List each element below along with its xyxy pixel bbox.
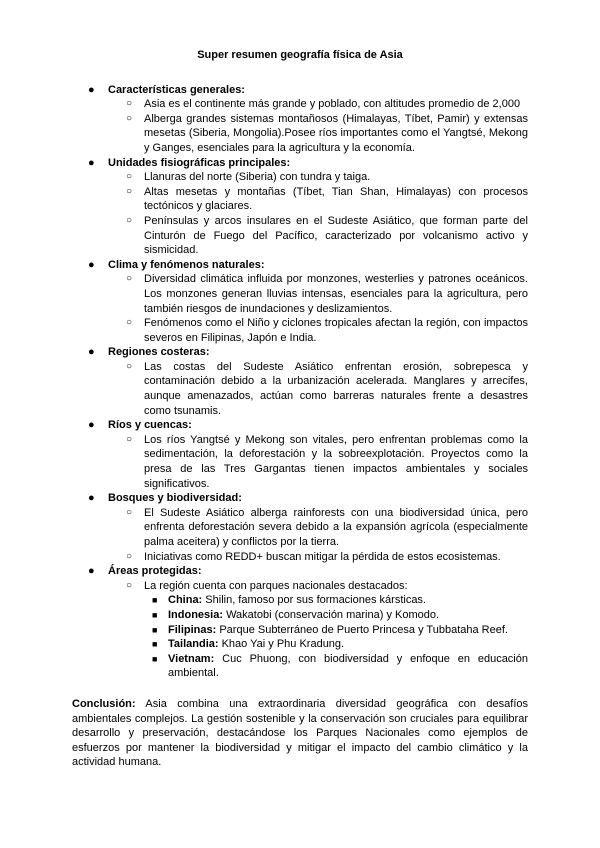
bullet-icon: ● bbox=[88, 346, 95, 359]
list-item bbox=[72, 214, 528, 258]
conclusion-label: Conclusión: bbox=[72, 697, 136, 710]
section-clima bbox=[72, 258, 528, 346]
circle-bullet-icon: ○ bbox=[126, 273, 133, 285]
circle-bullet-icon: ○ bbox=[126, 185, 133, 197]
circle-bullet-icon: ○ bbox=[126, 579, 133, 591]
bullet-icon: ● bbox=[88, 156, 95, 169]
bullet-icon: ● bbox=[88, 419, 95, 432]
section-heading: Bosques y biodiversidad: bbox=[108, 492, 242, 505]
circle-bullet-icon: ○ bbox=[126, 112, 133, 124]
section-heading: Características generales: bbox=[108, 83, 245, 96]
park-item bbox=[72, 623, 528, 638]
section-regiones-costeras bbox=[72, 345, 528, 418]
bullet-icon: ● bbox=[88, 83, 95, 96]
park-country: China: bbox=[168, 594, 203, 607]
park-desc: Shilin, famoso por sus formaciones kársticas. bbox=[202, 594, 426, 607]
item-text: Los ríos Yangtsé y Mekong son vitales, pero enfrentan problemas como la sedimentación, la deforestación y la sobreexplotación. Proyectos como la presa de las Tres Gargantas tienen impactos ambientales y sociales significativos. bbox=[144, 433, 528, 490]
circle-bullet-icon: ○ bbox=[126, 360, 133, 372]
section-heading: Clima y fenómenos naturales: bbox=[108, 258, 265, 271]
item-text: La región cuenta con parques nacionales destacados: bbox=[144, 579, 408, 592]
square-bullet-icon: ■ bbox=[152, 653, 158, 664]
conclusion-paragraph bbox=[72, 697, 528, 770]
section-rios bbox=[72, 418, 528, 491]
circle-bullet-icon: ○ bbox=[126, 214, 133, 226]
circle-bullet-icon: ○ bbox=[126, 98, 133, 110]
park-country: Vietnam: bbox=[168, 652, 215, 665]
document-title: Super resumen geografía física de Asia bbox=[197, 49, 403, 61]
section-heading: Áreas protegidas: bbox=[108, 565, 202, 578]
list-item bbox=[72, 579, 528, 681]
list-item bbox=[72, 170, 528, 185]
bullet-icon: ● bbox=[88, 258, 95, 271]
square-bullet-icon: ■ bbox=[152, 639, 158, 650]
item-text: Fenómenos como el Niño y ciclones tropicales afectan la región, con impactos severos en Filipinas, Japón e India. bbox=[144, 317, 528, 344]
document-page bbox=[72, 48, 528, 781]
list-item bbox=[72, 360, 528, 418]
item-text: Las costas del Sudeste Asiático enfrentan erosión, sobrepesca y contaminación debido a la urbanización acelerada. Manglares y arrecifes, aunque amenazados, actúan como barreras naturales frente a desastres como tsunamis. bbox=[144, 360, 528, 417]
park-country: Tailandia: bbox=[168, 638, 219, 651]
section-heading: Unidades fisiográficas principales: bbox=[108, 156, 291, 169]
list-item bbox=[72, 506, 528, 550]
park-country: Filipinas: bbox=[168, 623, 217, 636]
park-item bbox=[72, 593, 528, 608]
list-item bbox=[72, 550, 528, 565]
circle-bullet-icon: ○ bbox=[126, 171, 133, 183]
section-heading: Regiones costeras: bbox=[108, 346, 210, 359]
bullet-icon: ● bbox=[88, 492, 95, 505]
list-item bbox=[72, 97, 528, 112]
item-text: Altas mesetas y montañas (Tíbet, Tian Shan, Himalayas) con procesos tectónicos y glaciares. bbox=[144, 185, 528, 213]
park-country: Indonesia: bbox=[168, 608, 224, 621]
park-desc: Cuc Phuong, con biodiversidad y enfoque en educación ambiental. bbox=[168, 652, 528, 680]
item-text: El Sudeste Asiático alberga rainforests con una biodiversidad única, pero enfrenta deforestación severa debido a la expansión agrícola (especialmente palma aceitera) y conflictos por la tierra. bbox=[144, 506, 528, 548]
item-text: Llanuras del norte (Siberia) con tundra y taiga. bbox=[144, 171, 371, 184]
list-item bbox=[72, 185, 528, 214]
list-item bbox=[72, 272, 528, 316]
park-item bbox=[72, 637, 528, 652]
square-bullet-icon: ■ bbox=[152, 595, 158, 606]
section-unidades bbox=[72, 156, 528, 258]
list-item bbox=[72, 112, 528, 156]
item-text: Penínsulas y arcos insulares en el Sudeste Asiático, que forman parte del Cinturón de Fuego del Pacífico, caracterizado por volcanismo activo y sismicidad. bbox=[144, 214, 528, 257]
park-desc: Parque Subterráneo de Puerto Princesa y Tubbataha Reef. bbox=[216, 623, 508, 636]
park-item bbox=[72, 608, 528, 623]
section-list bbox=[72, 83, 528, 681]
park-item bbox=[72, 652, 528, 681]
item-text: Diversidad climática influida por monzones, westerlies y patrones oceánicos. Los monzones generan lluvias intensas, esenciales para la agricultura, pero también riesgos de inundaciones y deslizamientos. bbox=[144, 273, 528, 315]
circle-bullet-icon: ○ bbox=[126, 550, 133, 562]
section-heading: Ríos y cuencas: bbox=[108, 419, 192, 432]
square-bullet-icon: ■ bbox=[152, 609, 158, 620]
park-desc: Wakatobi (conservación marina) y Komodo. bbox=[223, 608, 440, 621]
section-caracteristicas bbox=[72, 83, 528, 156]
section-bosques bbox=[72, 491, 528, 564]
circle-bullet-icon: ○ bbox=[126, 506, 133, 518]
item-text: Asia es el continente más grande y poblado, con altitudes promedio de 2,000 bbox=[144, 98, 521, 111]
circle-bullet-icon: ○ bbox=[126, 317, 133, 329]
list-item bbox=[72, 433, 528, 491]
bullet-icon: ● bbox=[88, 565, 95, 578]
park-desc: Khao Yai y Phu Kradung. bbox=[218, 638, 345, 651]
section-areas-protegidas bbox=[72, 564, 528, 681]
conclusion-text: Asia combina una extraordinaria diversidad geográfica con desafíos ambientales complejos. La gestión sostenible y la conservación son cruciales para equilibrar desarrollo y preservación, destacándose los Parques Nacionales como ejemplos de esfuerzos por mantener la biodiversidad y mitigar el impacto del cambio climático y la actividad humana. bbox=[72, 697, 528, 769]
item-text: Alberga grandes sistemas montañosos (Himalayas, Tíbet, Pamir) y extensas mesetas (Siberia, Mongolia).Posee ríos importantes como el Yangtsé, Mekong y Ganges, esenciales para la agricultura y la economía. bbox=[144, 112, 528, 154]
square-bullet-icon: ■ bbox=[152, 624, 158, 635]
item-text: Iniciativas como REDD+ buscan mitigar la pérdida de estos ecosistemas. bbox=[144, 550, 501, 563]
list-item bbox=[72, 316, 528, 345]
circle-bullet-icon: ○ bbox=[126, 433, 133, 445]
